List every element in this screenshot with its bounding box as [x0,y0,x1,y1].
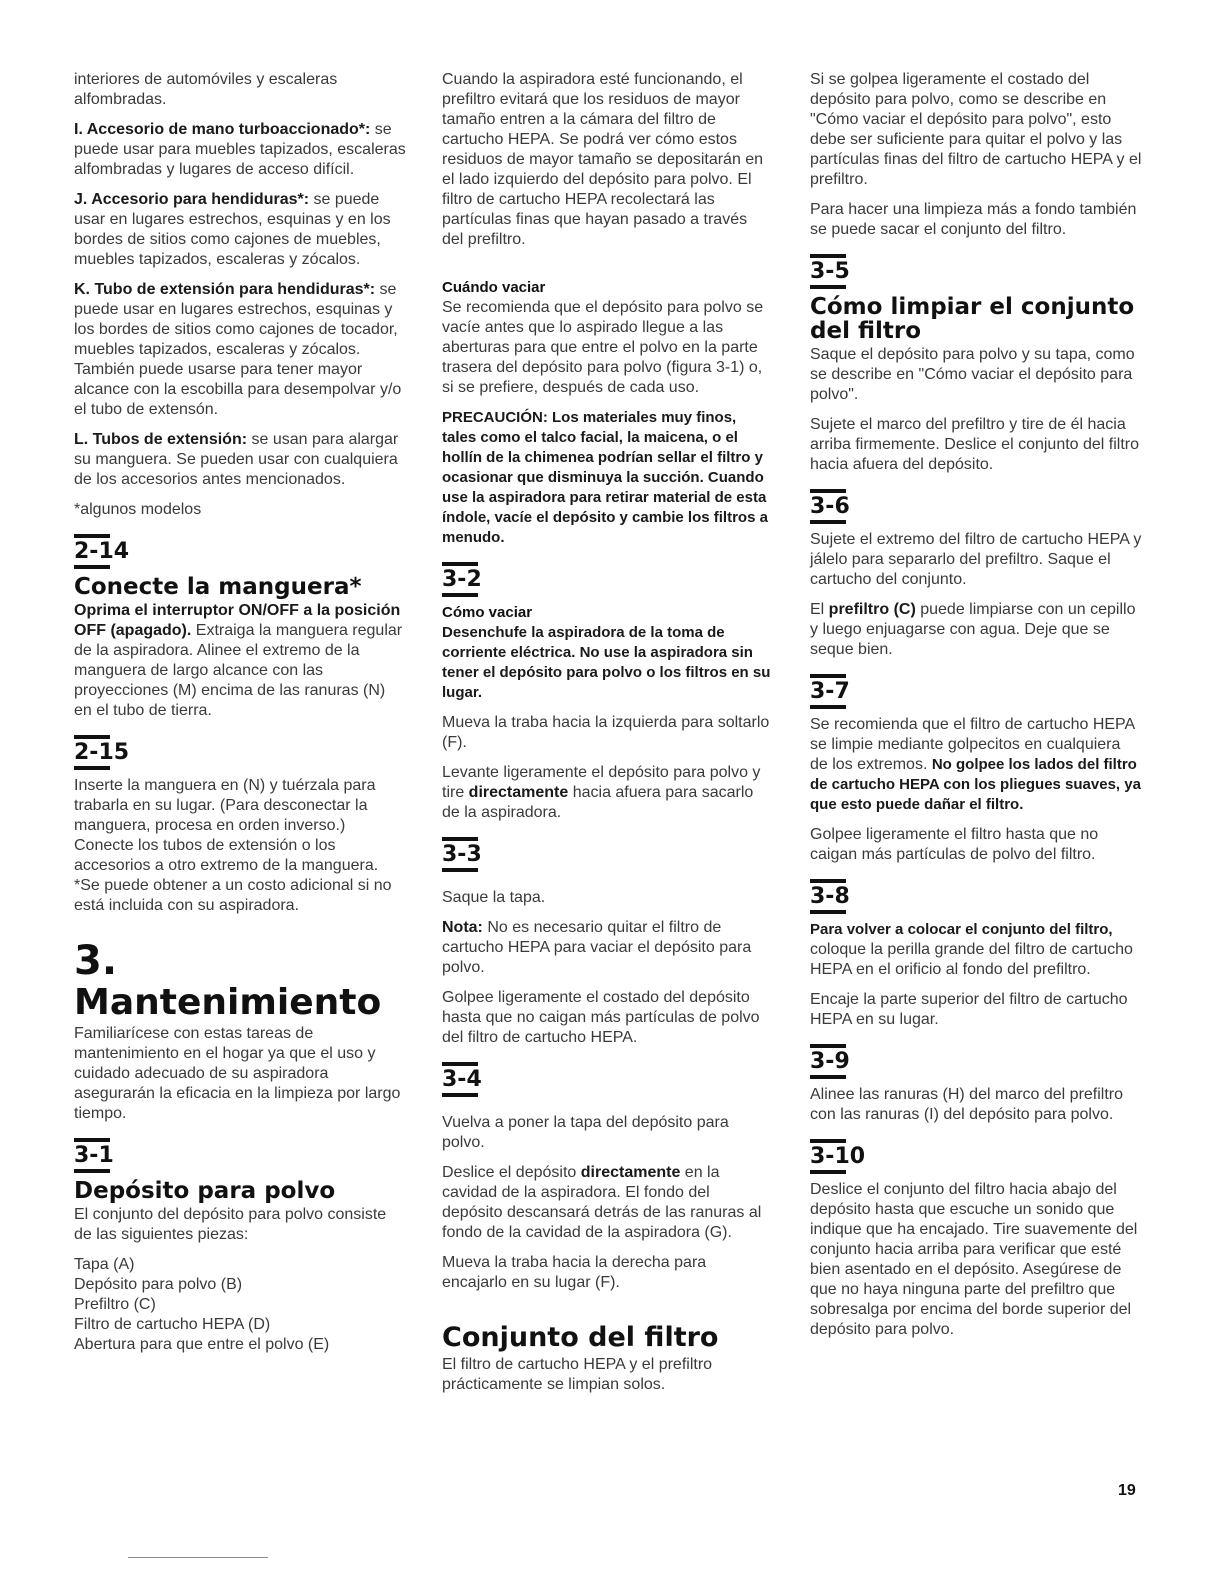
footer-rule [128,1557,268,1558]
step-3-5-p1: Saque el depósito para polvo y su tapa, como se describe en "Cómo vaciar el depósito para polvo". [810,346,1135,403]
item-l-text: se usan para alargar su manguera. Se pueden usar con cualquiera de los accesorios antes mencionados. [74,431,399,488]
step-rule [810,254,846,258]
item-j-text: se puede usar en lugares estrechos, esquinas y en los bordes de sitios como cajones de muebles, muebles tapizados, escaleras y zócalos. [74,191,391,268]
step-rule [74,735,110,739]
list-item: Depósito para polvo (B) [74,1276,243,1293]
parts-list [74,1255,406,1355]
text-run: en la cavidad de la aspiradora. El fondo del depósito descansará detrás de las ranuras al fondo de la cavidad de la aspiradora (G). [442,1164,762,1241]
list-item: Prefiltro (C) [74,1296,156,1313]
step-number: 3-8 [810,884,850,909]
step-number: 3-9 [810,1049,850,1074]
step-3-10-p1: Deslice el conjunto del filtro hacia abajo del depósito hasta que escuche un sonido que indique que ha encajado. Tire suavemente del conjunto hacia arriba para verificar que esté bien asentado en el depósito. Asegúrese de que no haya ninguna parte del prefiltro que sobresalga por encima del borde superior del depósito para polvo. [810,1181,1138,1338]
emphasis: Para volver a colocar el conjunto del filtro, [810,921,1113,938]
step-3-9 [810,1044,1142,1079]
step-3-4-p2 [442,1163,772,1243]
chapter-title: Mantenimiento [74,982,382,1023]
step-number: 3-6 [810,494,850,519]
note-label: Nota: [442,919,483,936]
step-number: 3-3 [442,842,482,867]
text-run: El [810,601,829,618]
chapter-intro: Familiarícese con estas tareas de mantenimiento en el hogar ya que el uso y cuidado adecuado de su aspiradora asegurarán la eficacia en la limpieza por largo tiempo. [74,1025,401,1122]
step-number: 3-1 [74,1143,114,1168]
step-rule [442,593,478,597]
warning: No golpee los lados del filtro de cartucho HEPA con los pliegues suaves, ya que esto puede dañar el filtro. [810,756,1141,813]
tap-text: Si se golpea ligeramente el costado del depósito para polvo, como se describe en "Cómo vaciar el depósito para polvo", esto debe ser suficiente para quitar el polvo y las partículas finas del filtro de cartucho HEPA y el prefiltro. [810,71,1142,188]
item-j [74,190,406,270]
step-3-3-p1: Saque la tapa. [442,889,546,906]
step-3-6-p2 [810,600,1142,660]
emphasis: directamente [468,784,569,801]
step-3-4 [442,1062,772,1097]
step-3-3-note [442,918,772,978]
step-rule [74,766,110,770]
step-3-8-p1 [810,920,1142,980]
item-i-label: I. Accesorio de mano turboaccionado*: [74,121,371,138]
step-rule [74,565,110,569]
step-number: 3-7 [810,679,850,704]
item-k-label: K. Tubo de extensión para hendiduras*: [74,281,376,298]
section-title: Conecte la manguera* [74,574,362,600]
item-i-text: se puede usar para muebles tapizados, escaleras alfombradas y lugares de acceso difícil. [74,121,406,178]
step-3-8 [810,879,1142,914]
step-rule [442,837,478,841]
step-3-2-lead: Desenchufe la aspiradora de la toma de corriente eléctrica. No use la aspiradora sin tener el depósito para polvo o los filtros en su lugar. [442,624,771,701]
step-3-4-p3: Mueva la traba hacia la derecha para encajarlo en su lugar (F). [442,1254,707,1291]
prefilter-text: Cuando la aspiradora esté funcionando, el prefiltro evitará que los residuos de mayor tamaño entren a la cámara del filtro de cartucho HEPA. Se podrá ver cómo estos residuos de mayor tamaño se depositarán en el lado izquierdo del depósito para polvo. El filtro de cartucho HEPA recolectará las partículas finas que hayan pasado a través del prefiltro. [442,71,764,248]
step-3-8-p2: Encaje la parte superior del filtro de cartucho HEPA en su lugar. [810,991,1128,1028]
filter-section-text: El filtro de cartucho HEPA y el prefiltro prácticamente se limpian solos. [442,1356,713,1393]
step-3-6 [810,489,1142,524]
step-2-15-note: *Se puede obtener a un costo adicional si no está incluida con su aspiradora. [74,877,392,914]
list-item: Filtro de cartucho HEPA (D) [74,1316,271,1333]
step-3-4-p1: Vuelva a poner la tapa del depósito para polvo. [442,1114,729,1151]
item-l-label: L. Tubos de extensión: [74,431,248,448]
step-rule [810,1044,846,1048]
step-rule [442,1093,478,1097]
step-2-14-lead: Oprima el interruptor ON/OFF a la posición OFF (apagado). [74,602,401,639]
filter-section-title: Conjunto del filtro [442,1322,719,1353]
step-3-10 [810,1139,1142,1174]
section-title: Depósito para polvo [74,1178,336,1204]
step-rule [810,489,846,493]
step-3-2-p1: Mueva la traba hacia la izquierda para soltarlo (F). [442,714,770,751]
intro-text: interiores de automóviles y escaleras alfombradas. [74,71,338,108]
step-3-7 [810,674,1142,709]
step-3-3-p3: Golpee ligeramente el costado del depósito hasta que no caigan más partículas de polvo del filtro de cartucho HEPA. [442,989,760,1046]
step-rule [810,674,846,678]
step-3-7-p2: Golpee ligeramente el filtro hasta que no caigan más partículas de polvo del filtro. [810,826,1099,863]
step-number: 2-15 [74,740,130,765]
list-item: Tapa (A) [74,1256,135,1273]
item-j-label: J. Accesorio para hendiduras*: [74,191,310,208]
text-run: Deslice el depósito [442,1164,581,1181]
item-k-text: se puede usar en lugares estrechos, esquinas y los bordes de sitios como cajones de tocador, muebles tapizados, escaleras y zócalos. También puede usarse para tener mayor alcance con la escobilla para desempolvar y/o el tubo de extensón. [74,281,402,418]
page-number: 19 [1118,1482,1136,1499]
step-rule [74,1138,110,1142]
step-rule [810,910,846,914]
note-text: No es necesario quitar el filtro de cartucho HEPA para vaciar el depósito para polvo. [442,919,752,976]
emphasis: directamente [580,1164,681,1181]
when-text: Se recomienda que el depósito para polvo se vacíe antes que lo aspirado llegue a las aberturas para que entre el polvo en la parte trasera del depósito para polvo (figura 3-1) o, si se prefiere, después de cada uso. [442,299,764,396]
step-rule [810,1170,846,1174]
step-rule [74,534,110,538]
item-k [74,280,406,420]
step-number: 3-5 [810,259,850,284]
step-rule [810,1139,846,1143]
emphasis: prefiltro (C) [828,601,916,618]
step-3-1-text: El conjunto del depósito para polvo consiste de las siguientes piezas: [74,1206,387,1243]
step-rule [442,1062,478,1066]
step-3-5-p2: Sujete el marco del prefiltro y tire de él hacia arriba firmemente. Deslice el conjunto del filtro hacia afuera del depósito. [810,416,1140,473]
list-item: Abertura para que entre el polvo (E) [74,1336,330,1353]
section-title: Cómo limpiar el conjunto del filtro [810,294,1135,344]
step-rule [74,1169,110,1173]
caution-text: PRECAUCIÓN: Los materiales muy finos, tales como el talco facial, la maicena, o el hollín de la chimenea podrían sellar el filtro y ocasionar que disminuya la succión. Cuando use la aspiradora para retirar material de esta índole, vacíe el depósito y cambie los filtros a menudo. [442,409,768,546]
text-run: hacia afuera para sacarlo de la aspiradora. [442,784,754,821]
step-3-3 [442,837,772,872]
column-left [74,70,406,1355]
text-run: Levante ligeramente el depósito para polvo y tire [442,764,761,801]
item-l [74,430,406,490]
chapter-heading [74,940,406,1022]
column-right [810,70,1142,1350]
step-rule [810,1075,846,1079]
step-2-14 [74,534,406,569]
chapter-number: 3. [74,938,118,984]
step-rule [810,705,846,709]
step-3-1 [74,1138,406,1173]
step-3-5 [810,254,1142,289]
step-3-2 [442,562,772,597]
step-2-15-text: Inserte la manguera en (N) y tuérzala para trabarla en su lugar. (Para desconectar la manguera, procesa en orden inverso.) Conecte los tubos de extensión o los accesorios a otro extremo de la manguera. [74,777,379,874]
step-number: 3-10 [810,1144,866,1169]
step-3-7-p1 [810,715,1142,815]
text-run: Se recomienda que el filtro de cartucho HEPA se limpie mediante golpecitos en cualquiera de los extremos. [810,716,1135,773]
column-middle [442,70,772,1405]
step-number: 3-4 [442,1067,482,1092]
when-title: Cuándo vaciar [442,279,546,296]
footnote: *algunos modelos [74,501,202,518]
step-rule [810,520,846,524]
step-3-6-p1: Sujete el extremo del filtro de cartucho HEPA y jálelo para separarlo del prefiltro. Saque el cartucho del conjunto. [810,531,1142,588]
step-2-14-body: Extraiga la manguera regular de la aspiradora. Alinee el extremo de la manguera de largo alcance con las proyecciones (M) encima de las ranuras (N) en el tubo de tierra. [74,622,403,719]
step-3-9-p1: Alinee las ranuras (H) del marco del prefiltro con las ranuras (I) del depósito para polvo. [810,1086,1124,1123]
step-rule [810,879,846,883]
step-3-2-p2 [442,763,772,823]
step-2-15 [74,735,406,770]
step-number: 2-14 [74,539,130,564]
text-run: coloque la perilla grande del filtro de cartucho HEPA en el orificio al fondo del prefiltro. [810,941,1133,978]
deep-clean-text: Para hacer una limpieza más a fondo también se puede sacar el conjunto del filtro. [810,201,1137,238]
step-2-14-text [74,601,406,721]
step-rule [442,562,478,566]
step-rule [442,868,478,872]
step-3-2-subtitle: Cómo vaciar [442,604,533,621]
item-i [74,120,406,180]
text-run: puede limpiarse con un cepillo y luego enjuagarse con agua. Deje que se seque bien. [810,601,1136,658]
step-number: 3-2 [442,567,482,592]
step-rule [810,285,846,289]
